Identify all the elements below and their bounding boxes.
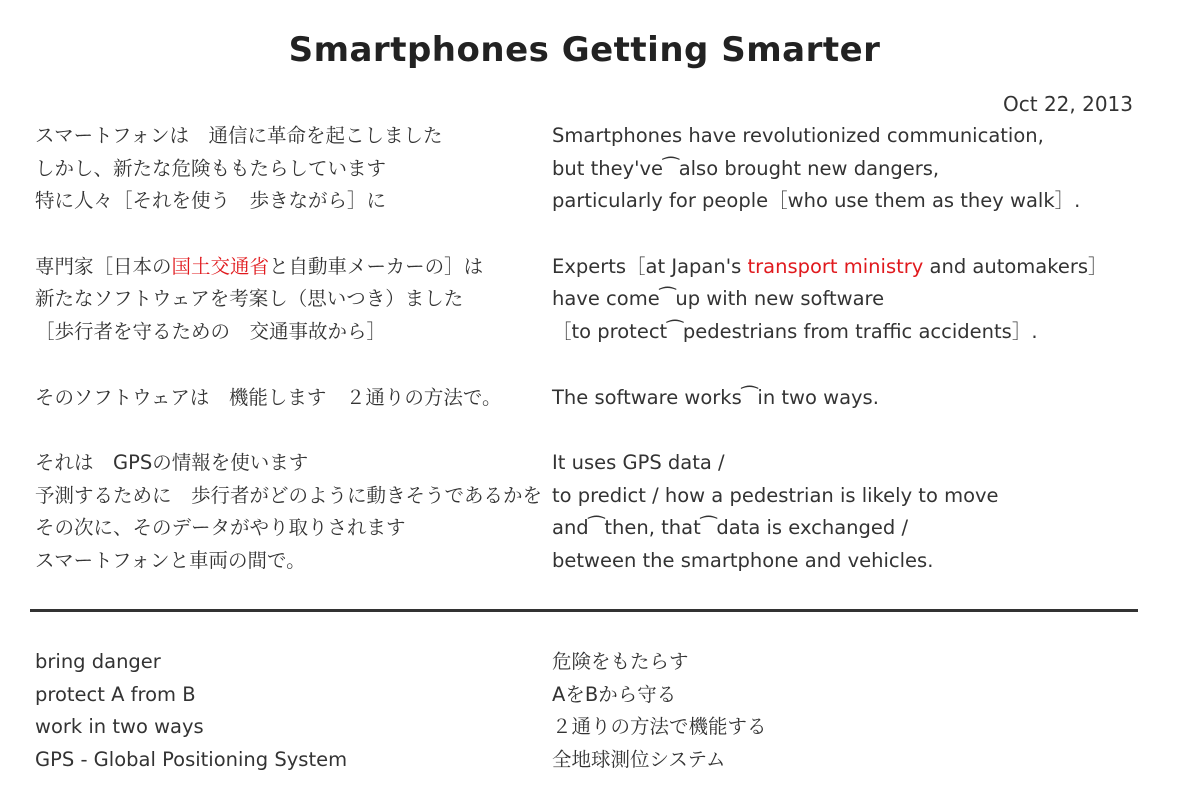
text-segment: 新たなソフトウェアを考案し（思いつき）ました [35, 287, 464, 311]
text-segment: Smartphones have revolutionized communication, [552, 124, 1044, 147]
japanese-line [35, 480, 545, 513]
english-line [552, 447, 1152, 480]
text-segment: between the smartphone and vehicles. [552, 548, 934, 572]
english-line [552, 153, 1152, 186]
vocab-meaning: 全地球測位システム [552, 748, 726, 772]
paragraph-gap [552, 349, 1152, 382]
japanese-line [35, 185, 545, 218]
text-segment: and⁀then, that⁀data is exchanged / [552, 516, 909, 540]
japanese-line [35, 120, 545, 153]
text-segment: 専門家［日本の [35, 254, 172, 278]
text-segment: Experts［at Japan's [552, 254, 748, 278]
vocab-meaning: 危険をもたらす [552, 650, 689, 673]
vocabulary-terms-list [35, 646, 535, 777]
vocab-meaning: AをBから守る [552, 682, 677, 706]
section-divider [30, 609, 1138, 612]
english-line [552, 251, 1152, 284]
english-line [552, 545, 1152, 578]
text-segment: but they've⁀also brought new dangers, [552, 156, 940, 180]
text-segment: The software works⁀in two ways. [552, 385, 879, 409]
text-segment: 特に人々［それを使う 歩きながら］に [35, 189, 387, 213]
text-segment: to predict / how a pedestrian is likely to move [552, 483, 999, 507]
japanese-line [35, 316, 545, 349]
japanese-line [35, 545, 545, 578]
text-segment: スマートフォンと車両の間で。 [35, 548, 306, 572]
text-segment: スマートフォンは 通信に革命を起こしました [35, 124, 443, 147]
japanese-line [35, 251, 545, 284]
japanese-line [35, 447, 545, 480]
paragraph-gap [35, 349, 545, 382]
text-segment: particularly for people［who use them as they walk］. [552, 189, 1081, 213]
english-line [552, 120, 1152, 153]
text-segment: そのソフトウェアは 機能します ２通りの方法で。 [35, 385, 502, 409]
paragraph-gap [35, 218, 545, 251]
vocab-term: work in two ways [35, 715, 204, 739]
text-segment: 予測するために 歩行者がどのように動きそうであるかを [35, 483, 543, 507]
english-line [552, 316, 1152, 349]
english-line [552, 283, 1152, 316]
paragraph-gap [552, 414, 1152, 447]
text-segment: have come⁀up with new software [552, 287, 885, 311]
text-segment: It uses GPS data / [552, 450, 725, 474]
text-segment: と自動車メーカーの］は [269, 254, 484, 278]
vocab-term: protect A from B [35, 682, 196, 706]
text-segment: ［歩行者を守るための 交通事故から］ [35, 320, 387, 344]
vocabulary-meanings-list [552, 646, 1052, 777]
vocab-term: GPS - Global Positioning System [35, 748, 348, 772]
japanese-line [35, 382, 545, 415]
japanese-translation-column [35, 120, 545, 578]
text-segment: それは GPSの情報を使います [35, 450, 309, 474]
highlighted-term: transport ministry [747, 254, 924, 278]
publish-date: Oct 22, 2013 [1003, 92, 1133, 116]
japanese-line [35, 283, 545, 316]
japanese-line [35, 512, 545, 545]
japanese-line [35, 153, 545, 186]
paragraph-gap [35, 414, 545, 447]
highlighted-term: 国土交通省 [171, 254, 270, 278]
english-line [552, 382, 1152, 415]
english-line [552, 480, 1152, 513]
paragraph-gap [552, 218, 1152, 251]
vocab-meaning: ２通りの方法で機能する [552, 715, 767, 739]
text-segment: その次に、そのデータがやり取りされます [35, 516, 406, 540]
page-title: Smartphones Getting Smarter [288, 30, 881, 70]
vocab-term: bring danger [35, 650, 161, 673]
text-segment: and automakers］ [923, 254, 1108, 278]
english-line [552, 185, 1152, 218]
text-segment: しかし、新たな危険ももたらしています [35, 156, 387, 180]
english-text-column [552, 120, 1152, 578]
english-line [552, 512, 1152, 545]
text-segment: ［to protect⁀pedestrians from traffic accidents］. [552, 320, 1038, 344]
